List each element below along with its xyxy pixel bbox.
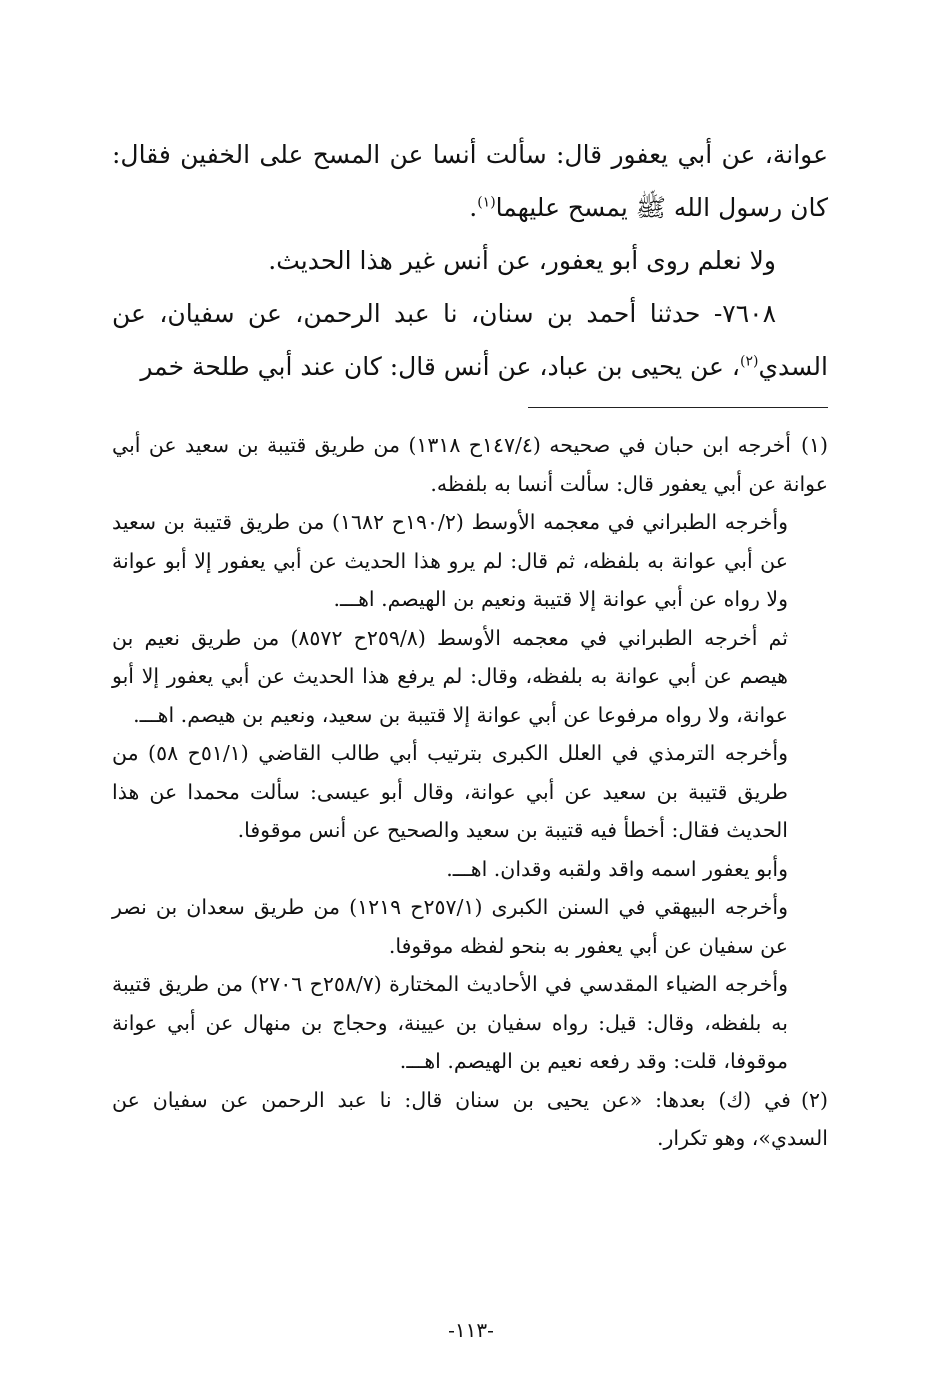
footnote-1-para-6: وأخرجه البيهقي في السنن الكبرى (٢٥٧/١ح ١٢١٩) من طريق سعدان بن نصر عن سفيان عن أبي يعفور به بنحو لفظه موقوفا. (112, 895, 789, 958)
main-paragraph-3 (112, 287, 828, 393)
main-text-span: عوانة، عن أبي يعفور قال: سألت أنسا عن المسح على الخفين فقال: كان رسول الله ﷺ يمسح عليهما (112, 140, 828, 222)
page-body (112, 128, 828, 1158)
main-paragraph-2: ولا نعلم روى أبو يعفور، عن أنس غير هذا الحديث. (268, 246, 776, 275)
main-text-span: ، عن يحيى بن عباد، عن أنس قال: كان عند أبي طلحة خمر (140, 352, 740, 381)
footnote-1-first (112, 426, 828, 503)
footnote-1-para-7: وأخرجه الضياء المقدسي في الأحاديث المختارة (٢٥٨/٧ح ٢٧٠٦) من طريق قتيبة به بلفظه، وقال: قيل: رواه سفيان بن عيينة، وحجاج بن منهال عن أبي عوانة موقوفا، قلت: وقد رفعه نعيم بن الهيصم. اهـــ. (112, 972, 789, 1073)
footnote-2 (112, 1081, 828, 1158)
footnote-text: في (ك) بعدها: «عن يحيى بن سنان قال: نا عبد الرحمن عن سفيان عن السدي»، وهو تكرار. (112, 1087, 828, 1150)
main-text-span: ٧٦٠٨- حدثنا أحمد بن سنان، نا عبد الرحمن، عن سفيان، عن السدي (112, 299, 828, 381)
footnote-number-2: (٢) (800, 1087, 828, 1112)
footnote-ref-2[interactable]: (٢) (739, 353, 759, 370)
footnote-separator (528, 407, 828, 408)
footnote-number-1: (١) (801, 433, 829, 457)
main-text (112, 128, 828, 393)
footnote-1-para-2: وأخرجه الطبراني في معجمه الأوسط (١٩٠/٢ح ١٦٨٢) من طريق قتيبة بن سعيد عن أبي عوانة به بلفظه، ثم قال: لم يرو هذا الحديث عن أبي يعفور إلا أبو عوانة ولا رواه عن أبي عوانة إلا قتيبة ونعيم بن الهيصم. اهـــ. (112, 510, 788, 611)
main-text-span: . (469, 193, 478, 222)
footnote-ref-1[interactable]: (١) (477, 194, 496, 211)
footnote-1-para-4: وأخرجه الترمذي في العلل الكبرى بترتيب أبي طالب القاضي (٥١/١ح ٥٨) من طريق قتيبة بن سعيد عن أبي عوانة، وقال أبو عيسى: سألت محمدا عن هذا الحديث فقال: أخطأ فيه قتيبة بن سعيد والصحيح عن أنس موقوفا. (112, 741, 789, 842)
footnote-1-para-5: وأبو يعفور اسمه واقد ولقبه وقدان. اهـــ. (446, 856, 788, 881)
footnotes (112, 426, 828, 1158)
main-paragraph-1 (112, 128, 828, 234)
footnote-1-para-3: ثم أخرجه الطبراني في معجمه الأوسط (٢٥٩/٨ح ٨٥٧٢) من طريق نعيم بن هيصم عن أبي عوانة به بلفظه، وقال: لم يرفع هذا الحديث عن أبي يعفور إلا أبو عوانة، ولا رواه مرفوعا عن أبي عوانة إلا قتيبة بن سعيد، ونعيم بن هيصم. اهـــ. (112, 625, 788, 727)
footnote-text: أخرجه ابن حبان في صحيحه (١٤٧/٤ح ١٣١٨) من طريق قتيبة بن سعيد عن أبي عوانة عن أبي يعفور قال: سألت أنسا به بلفظه. (112, 433, 828, 496)
page-number: -١١٣- (448, 1318, 494, 1342)
